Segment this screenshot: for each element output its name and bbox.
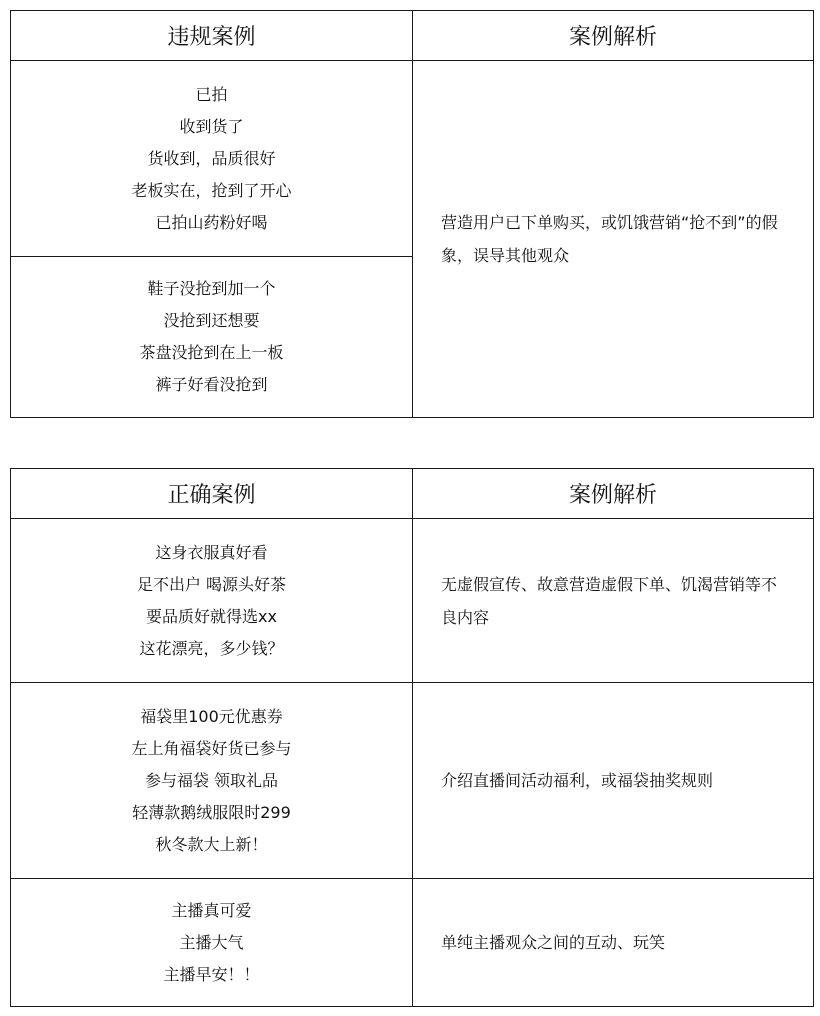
example-line: 轻薄款鹅绒服限时299 — [132, 802, 291, 822]
example-line: 茶盘没抢到在上一板 — [139, 343, 284, 362]
example-line: 已拍山药粉好喝 — [155, 212, 268, 232]
violation-case-header: 违规案例 — [11, 11, 413, 61]
example-line: 已拍 — [195, 84, 228, 104]
correct-examples-3 — [11, 879, 413, 1007]
correct-examples-1 — [11, 519, 413, 683]
violation-analysis-header: 案例解析 — [413, 11, 814, 61]
example-line: 主播真可爱 — [171, 900, 252, 920]
example-line: 主播大气 — [179, 932, 244, 952]
example-line: 秋冬款大上新！ — [155, 834, 268, 854]
violation-row-1 — [11, 61, 814, 257]
correct-analysis-3: 单纯主播观众之间的互动、玩笑 — [413, 879, 814, 1007]
example-line: 没抢到还想要 — [163, 311, 260, 330]
correct-examples-2 — [11, 683, 413, 879]
correct-analysis-header: 案例解析 — [413, 469, 814, 519]
correct-analysis-2: 介绍直播间活动福利，或福袋抽奖规则 — [413, 683, 814, 879]
correct-analysis-1: 无虚假宣传、故意营造虚假下单、饥渴营销等不良内容 — [413, 519, 814, 683]
correct-row-2 — [11, 683, 814, 879]
correct-row-3 — [11, 879, 814, 1007]
example-line: 足不出户 喝源头好茶 — [136, 574, 287, 594]
example-line: 福袋里100元优惠券 — [140, 706, 283, 726]
violation-case-table — [10, 10, 814, 418]
example-line: 这身衣服真好看 — [155, 542, 268, 562]
violation-header-row — [11, 11, 814, 61]
example-line: 主播早安！！ — [163, 964, 260, 984]
example-line: 这花漂亮，多少钱？ — [139, 638, 284, 658]
example-line: 左上角福袋好货已参与 — [131, 738, 292, 758]
correct-case-table — [10, 468, 814, 1007]
violation-analysis: 营造用户已下单购买，或饥饿营销“抢不到”的假象，误导其他观众 — [413, 61, 814, 418]
example-line: 货收到，品质很好 — [147, 148, 276, 168]
example-line: 老板实在，抢到了开心 — [131, 180, 292, 200]
example-line: 鞋子没抢到加一个 — [147, 279, 276, 298]
violation-examples-2 — [11, 257, 413, 418]
violation-examples-1 — [11, 61, 413, 257]
correct-row-1 — [11, 519, 814, 683]
correct-case-header: 正确案例 — [11, 469, 413, 519]
example-line: 要品质好就得选xx — [146, 606, 277, 626]
correct-header-row — [11, 469, 814, 519]
example-line: 裤子好看没抢到 — [155, 375, 268, 394]
example-line: 参与福袋 领取礼品 — [144, 770, 279, 790]
example-line: 收到货了 — [179, 116, 244, 136]
